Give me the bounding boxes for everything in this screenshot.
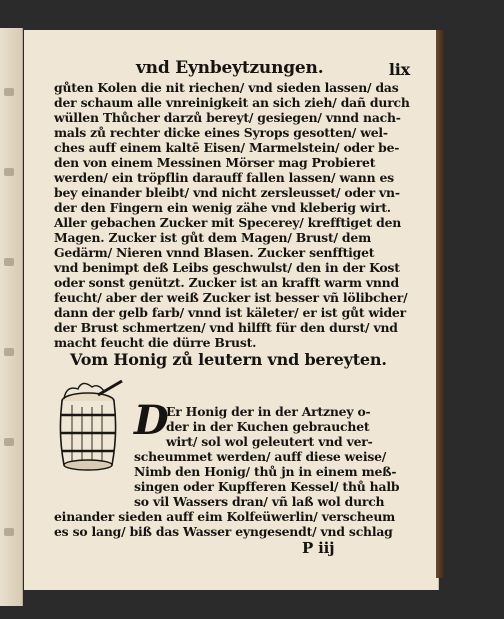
text-line: macht feucht die dürre Brust. — [54, 335, 257, 350]
text-line: wirt/ sol wol geleutert vnd ver- — [166, 434, 373, 449]
folio-number: lix — [388, 60, 410, 79]
text-line: Nimb den Honig/ thů jn in einem meß- — [134, 464, 397, 479]
section-heading: Vom Honig zů leutern vnd bereyten. — [70, 350, 387, 369]
text-line: wüllen Thůcher darzů bereyt/ gesiegen/ vnnd nach- — [54, 110, 401, 125]
text-line: scheummet werden/ auff diese weise/ — [134, 449, 387, 464]
text-line: oder sonst genützt. Zucker ist an krafft warm vnnd — [54, 275, 399, 290]
text-line: einander sieden auff eim Kolfeüwerlin/ verscheum — [54, 509, 396, 524]
spine-text-fragment — [4, 88, 14, 96]
left-page-spine — [0, 28, 23, 606]
text-line: gůten Kolen die nit riechen/ vnd sieden lassen/ das — [54, 80, 399, 95]
text-line: Gedärm/ Nieren vnnd Blasen. Zucker senfftiget — [54, 245, 375, 260]
text-line: Magen. Zucker ist gůt dem Magen/ Brust/ dem — [54, 230, 371, 245]
spine-text-fragment — [4, 348, 14, 356]
text-line: der Brust schmertzen/ vnd hilfft für den durst/ vnd — [54, 320, 398, 335]
running-head: vnd Eynbeytzungen. — [136, 58, 324, 78]
drop-cap: D — [134, 397, 169, 444]
text-line: der schaum alle vnreinigkeit an sich zieh/ dañ durch — [54, 95, 410, 110]
text-line: ches auff einem kaltē Eisen/ Marmelstein/ oder be- — [54, 140, 400, 155]
spine-text-fragment — [4, 438, 14, 446]
text-line: der den Fingern ein wenig zähe vnd kleberig wirt. — [54, 200, 391, 215]
text-line: es so lang/ biß das Wasser eyngesendt/ vnd schlag — [54, 524, 393, 539]
spine-text-fragment — [4, 528, 14, 536]
page-edge — [436, 30, 444, 578]
honey-barrel-woodcut — [58, 375, 130, 475]
text-line: bey einander bleibt/ vnd nicht zersleusset/ oder vn- — [54, 185, 400, 200]
text-line: so vil Wassers dran/ vñ laß wol durch — [134, 494, 385, 509]
text-line: vnd benimpt deß Leibs geschwulst/ den in der Kost — [54, 260, 400, 275]
text-line: den von einem Messinen Mörser mag Probieret — [54, 155, 376, 170]
text-line: werden/ ein tröpflin darauff fallen lassen/ wann es — [54, 170, 394, 185]
spine-text-fragment — [4, 168, 14, 176]
text-line: der in der Kuchen gebrauchet — [166, 419, 370, 434]
spine-text-fragment — [4, 258, 14, 266]
text-line: singen oder Kupfferen Kessel/ thů halb — [134, 479, 400, 494]
signature-mark: P iij — [302, 539, 335, 557]
text-line: Er Honig der in der Artzney o- — [166, 404, 371, 419]
text-line: dann der gelb farb/ vnnd ist käleter/ er ist gůt wider — [54, 305, 406, 320]
text-line: mals zů rechter dicke eines Syrops gesotten/ wel- — [54, 125, 388, 140]
book-page — [24, 30, 438, 590]
text-line: feucht/ aber der weiß Zucker ist besser vñ lölibcher/ — [54, 290, 408, 305]
text-line: Aller gebachen Zucker mit Specerey/ krefftiget den — [54, 215, 402, 230]
